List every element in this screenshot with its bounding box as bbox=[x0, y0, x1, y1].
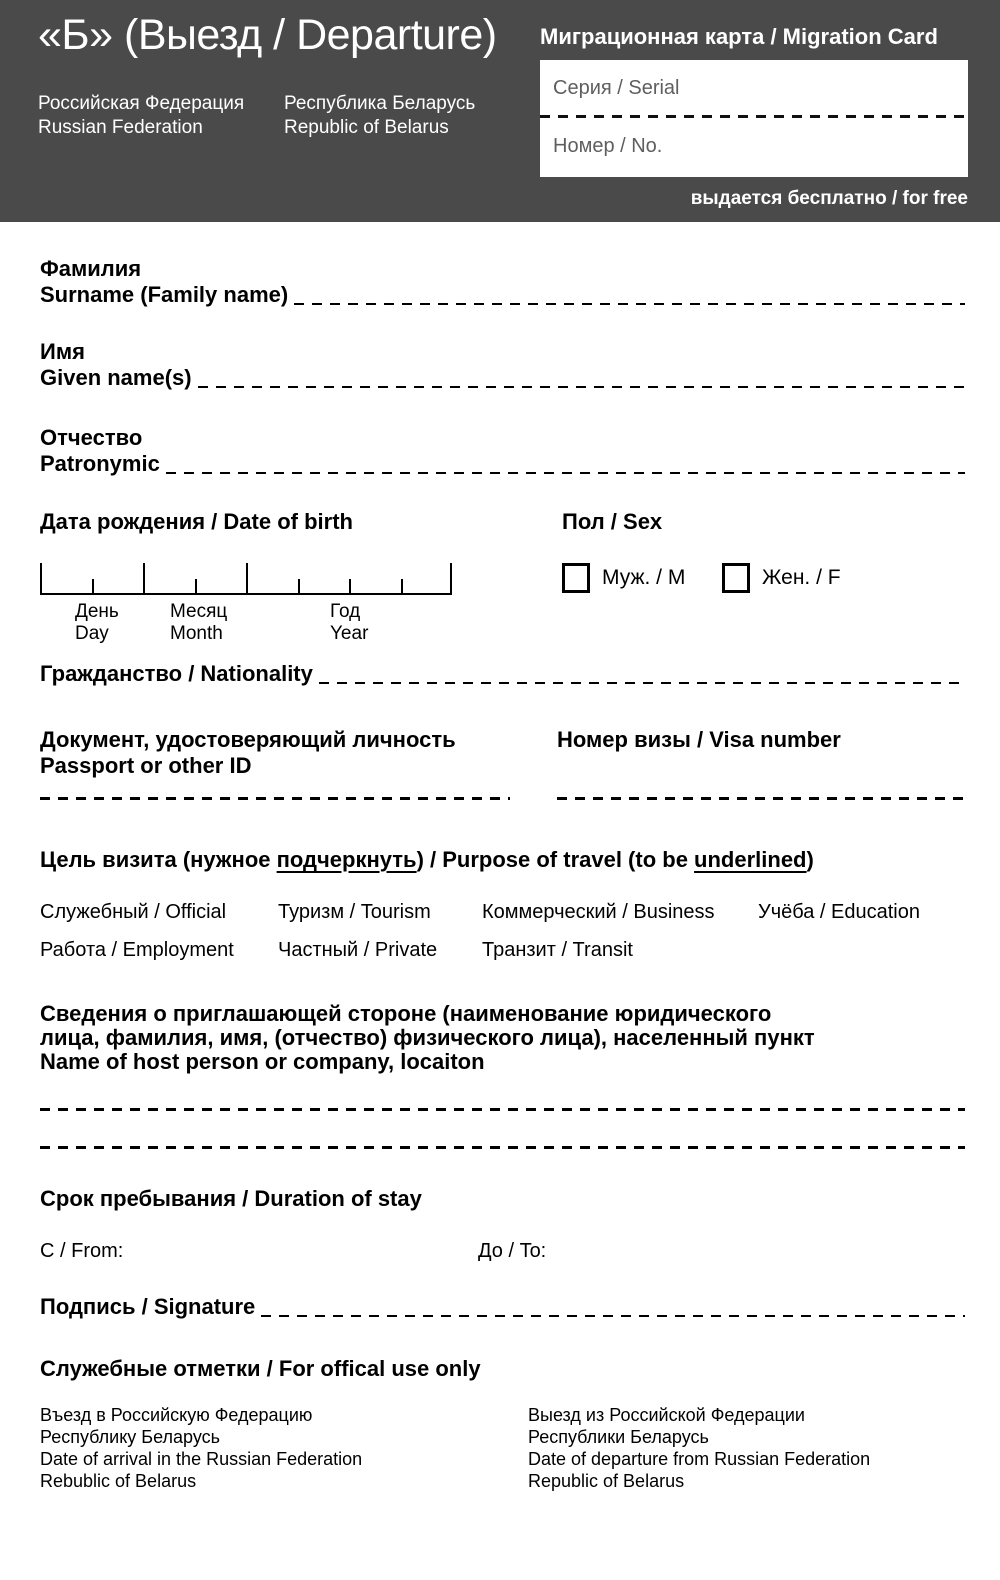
signature-field bbox=[40, 1294, 965, 1320]
ruler-tick bbox=[195, 579, 197, 593]
ruler-tick bbox=[450, 563, 452, 593]
country-russia-ru: Российская Федерация bbox=[38, 93, 245, 114]
surname-field bbox=[40, 282, 965, 308]
ruler-tick bbox=[349, 579, 351, 593]
purpose-label-part3: ) bbox=[806, 847, 814, 872]
host-info-line1: Сведения о приглашающей стороне (наименование юридического bbox=[40, 1001, 772, 1026]
purpose-option-employment[interactable]: Работа / Employment bbox=[40, 939, 234, 961]
purpose-option-official[interactable]: Служебный / Official bbox=[40, 901, 227, 923]
form-header bbox=[0, 0, 1000, 222]
patronymic-label-ru: Отчество bbox=[40, 425, 143, 450]
departure-line-4: Republic of Belarus bbox=[528, 1471, 685, 1491]
document-label-en: Passport or other ID bbox=[40, 753, 252, 778]
purpose-label-part2: ) / Purpose of travel (to be bbox=[416, 847, 695, 872]
purpose-label-underlined-en: underlined bbox=[694, 847, 807, 872]
document-label bbox=[40, 727, 456, 779]
official-use-label: Служебные отметки / For offical use only bbox=[40, 1356, 481, 1381]
duration-of-stay-label: Срок пребывания / Duration of stay bbox=[40, 1186, 422, 1211]
purpose-label-part1: Цель визита (нужное bbox=[40, 847, 277, 872]
month-label-en: Month bbox=[170, 623, 223, 644]
sex-label: Пол / Sex bbox=[562, 509, 663, 534]
purpose-option-transit[interactable]: Транзит / Transit bbox=[482, 939, 633, 961]
country-russia-en: Russian Federation bbox=[38, 116, 203, 138]
given-name-label-en: Given name(s) bbox=[40, 365, 192, 390]
date-of-birth-label: Дата рождения / Date of birth bbox=[40, 509, 353, 534]
given-name-input-line[interactable] bbox=[198, 386, 965, 389]
departure-line-1: Выезд из Российской Федерации bbox=[528, 1405, 805, 1425]
surname-input-line[interactable] bbox=[294, 303, 965, 306]
nationality-label: Гражданство / Nationality bbox=[40, 661, 313, 686]
country-belarus-en: Republic of Belarus bbox=[284, 116, 449, 138]
arrival-line-1: Въезд в Российскую Федерацию bbox=[40, 1405, 313, 1425]
to-label: До / To: bbox=[478, 1240, 547, 1262]
host-info-line3: Name of host person or company, locaiton bbox=[40, 1049, 485, 1074]
purpose-label-underlined-ru: подчеркнуть bbox=[276, 847, 417, 872]
number-label: Номер / No. bbox=[553, 134, 663, 157]
visa-input-line[interactable] bbox=[557, 797, 965, 800]
signature-label: Подпись / Signature bbox=[40, 1294, 256, 1319]
from-label: С / From: bbox=[40, 1240, 124, 1262]
year-label-en: Year bbox=[330, 623, 369, 644]
surname-label-en: Surname (Family name) bbox=[40, 282, 289, 307]
nationality-field bbox=[40, 661, 965, 687]
purpose-option-education[interactable]: Учёба / Education bbox=[758, 901, 920, 923]
day-label bbox=[75, 601, 119, 645]
patronymic-label-en: Patronymic bbox=[40, 451, 160, 476]
female-label: Жен. / F bbox=[762, 566, 841, 589]
visa-number-label: Номер визы / Visa number bbox=[557, 727, 841, 752]
document-label-ru: Документ, удостоверяющий личность bbox=[40, 727, 456, 752]
year-label-ru: Год bbox=[330, 601, 361, 622]
host-info-label bbox=[40, 1002, 815, 1074]
signature-input-line[interactable] bbox=[261, 1315, 965, 1318]
card-part-title: «Б» (Выезд / Departure) bbox=[38, 11, 497, 59]
departure-line-3: Date of departure from Russian Federation bbox=[528, 1449, 871, 1469]
ruler-tick bbox=[298, 579, 300, 593]
nationality-input-line[interactable] bbox=[319, 682, 965, 685]
purpose-of-travel-label bbox=[40, 847, 814, 873]
free-of-charge-note: выдается бесплатно / for free bbox=[690, 188, 968, 209]
year-label bbox=[330, 601, 368, 645]
arrival-stamp-block bbox=[40, 1404, 362, 1492]
country-belarus-ru: Республика Беларусь bbox=[284, 93, 476, 114]
document-input-line[interactable] bbox=[40, 797, 510, 800]
male-label: Муж. / M bbox=[602, 566, 686, 589]
given-name-label-ru: Имя bbox=[40, 339, 85, 364]
departure-line-2: Республики Беларусь bbox=[528, 1427, 709, 1447]
patronymic-input-line[interactable] bbox=[166, 472, 965, 475]
number-field[interactable] bbox=[540, 118, 968, 173]
male-checkbox[interactable] bbox=[562, 563, 590, 593]
migration-card-title: Миграционная карта / Migration Card bbox=[540, 24, 938, 49]
ruler-tick bbox=[401, 579, 403, 593]
purpose-option-tourism[interactable]: Туризм / Tourism bbox=[278, 901, 431, 923]
date-of-birth-ruler[interactable] bbox=[40, 563, 452, 595]
ruler-tick bbox=[92, 579, 94, 593]
serial-number-box bbox=[540, 60, 968, 177]
female-checkbox[interactable] bbox=[722, 563, 750, 593]
host-input-line-2[interactable] bbox=[40, 1146, 965, 1149]
serial-label: Серия / Serial bbox=[553, 77, 680, 99]
ruler-tick bbox=[246, 563, 248, 593]
given-name-field bbox=[40, 365, 965, 391]
departure-stamp-block bbox=[528, 1404, 870, 1492]
serial-field[interactable] bbox=[540, 60, 968, 115]
host-input-line-1[interactable] bbox=[40, 1108, 965, 1111]
country-russia bbox=[38, 92, 244, 139]
day-label-en: Day bbox=[75, 623, 109, 644]
ruler-tick bbox=[40, 563, 42, 593]
month-label-ru: Месяц bbox=[170, 601, 228, 622]
day-label-ru: День bbox=[75, 601, 119, 622]
country-belarus bbox=[284, 92, 475, 139]
surname-label-ru: Фамилия bbox=[40, 256, 142, 281]
purpose-option-business[interactable]: Коммерческий / Business bbox=[482, 901, 715, 923]
month-label bbox=[170, 601, 227, 645]
purpose-option-private[interactable]: Частный / Private bbox=[278, 939, 438, 961]
arrival-line-2: Республику Беларусь bbox=[40, 1427, 221, 1447]
host-info-line2: лица, фамилия, имя, (отчество) физического лица), населенный пункт bbox=[40, 1025, 815, 1050]
ruler-tick bbox=[143, 563, 145, 593]
patronymic-field bbox=[40, 451, 965, 477]
arrival-line-3: Date of arrival in the Russian Federation bbox=[40, 1449, 363, 1469]
arrival-line-4: Rebublic of Belarus bbox=[40, 1471, 197, 1491]
